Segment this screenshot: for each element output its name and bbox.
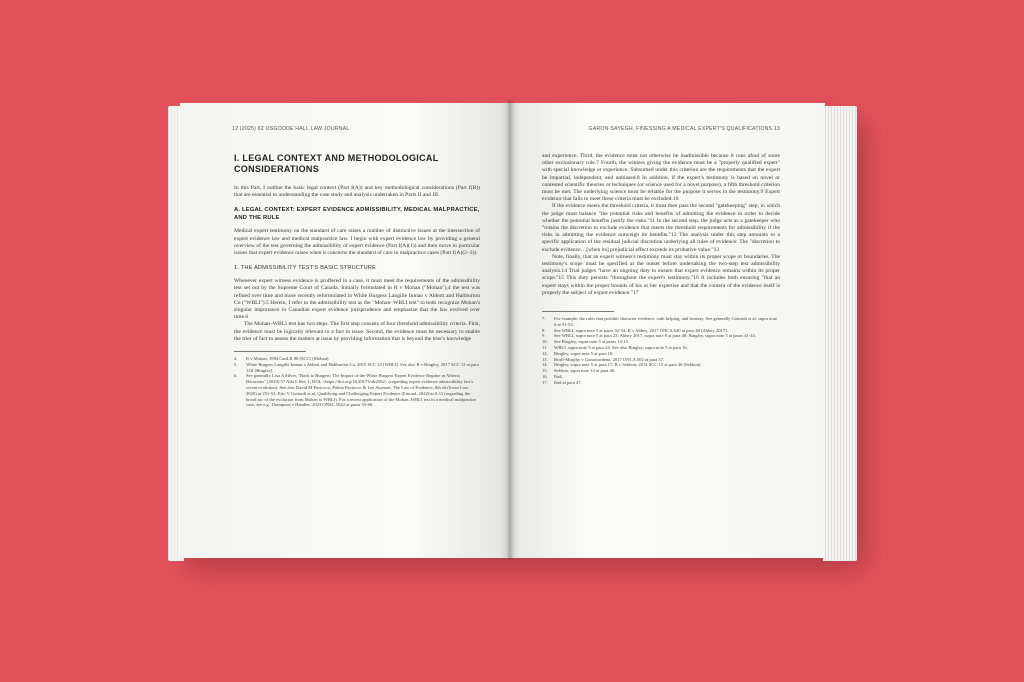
footnote-text: Ibid at para 47. [554,379,582,385]
footnote-number: 13. [542,356,548,362]
right-running-head: GARON-SAYEGH, FINESSING A MEDICAL EXPERT'S QUALIFICATIONS 13 [588,126,780,132]
footnote [234,373,480,408]
paragraph: If the evidence meets the threshold criteria, it must then pass the second "gatekeeping" step, in which the judge must balance "the potential risks and benefits of admitting the evidence in order to decide whether the potential benefits justify the risks."11 In the second step, the judge acts as a gatekeeper who "retains the discretion to exclude evidence that meets the threshold requirements for admissibility if the risks in admitting the evidence outweigh its benefits."12 The analysis under this step amounts to a specific application of the residual judicial discretion underlying all rules of evidence: The "discretion to exclude evidence…[when its] prejudicial effect exceeds its probative value."13 [542,203,780,253]
paragraph: Medical expert testimony on the standard of care raises a number of distinctive issues at the intersection of expert evidence law and medical malpractice law. I begin with expert evidence law by providing a general overview of the test governing the admissibility of expert evidence (Part I(A)(1)) and then move to particular issues that expert evidence raises when it concerns the standard of care in malpractice cases (Part I(A)(2–3)). [234,228,480,257]
paragraph: The Mohan–WBLI test has two steps. The first step consists of four threshold admissibility criteria. First, the evidence must be logically relevant to a fact in issue. Second, the evidence must be necessary to enable the trier of fact to assess the matters at issue by providing information that is beyond the trier's knowledge [234,321,480,342]
footnote-number: 17. [542,379,548,385]
footnote-number: 15. [542,368,548,374]
right-page-content [542,153,780,386]
footnote-text: Bingley, supra note 5 at para 16. [554,350,614,356]
footnote [234,362,480,374]
footnote-number: 14. [542,362,548,368]
footnote-text: See WBLI, supra note 5 at paras 52-54; R v Abbey, 2017 ONCA 640 at para 48 [Abbey 2017]. [554,327,728,333]
paragraph: Note, finally, that an expert witness's testimony must stay within its proper scope or boundaries. The testimony's scope must be specified at the outset before undertaking the two-step test admissibility analysis.14 Trial judges "have an ongoing duty to ensure that expert evidence remains within its proper scope."15 This duty persists "throughout the expert's testimony."16 It includes both ensuring "that an expert stays within the proper bounds of his or her expertise and that the content of the evidence itself is properly the subject of expert evidence."17 [542,253,780,296]
footnote-text: R v Mohan, 1994 CanLII 80 (SCC) [Mohan]. [246,356,330,362]
footnote-text: Bruff-Murphy v Gunawardena, 2017 ONCA 502 at para 37. [554,356,665,362]
footnote-number: 7. [542,316,546,322]
subsection-heading: A. LEGAL CONTEXT: EXPERT EVIDENCE ADMISSIBILITY, MEDICAL MALPRACTICE, AND THE RULE [234,207,480,222]
footnote-number: 9. [542,333,546,339]
subsubsection-heading: 1. THE ADMISSIBILITY TEST'S BASIC STRUCTURE [234,265,377,272]
footnote-text: Sekhon, supra note 14 at para 46. [554,368,616,374]
footnote-number: 10. [542,339,548,345]
footnote-number: 8. [542,327,546,333]
paragraph: In this Part, I outline the basic legal context (Part I(A)) and key methodological considerations (Part I(B)) that are essential to understanding the case study and analysis undertaken in Parts II and III. [234,185,480,199]
paragraph: and experience. Third, the evidence must not otherwise be inadmissible because it runs afoul of some other exclusionary rule.7 Fourth, the witness giving the evidence must be a "properly qualified expert" with special knowledge or experience. Subsumed under this criterion are the requirements that the expert be impartial, independent, and unbiased.8 In addition, if the expert's testimony is based on novel or contested scientific theories or techniques (or science used for a novel purpose), a fifth threshold criterion must be met: The underlying science must be reliable for the purpose it serves in the testimony.9 Expert evidence that fails to meet these criteria must be excluded.10 [542,153,780,203]
left-running-head: 12 (2025) 62 OSGOODE HALL LAW JOURNAL [232,126,350,132]
left-page-content [234,153,480,408]
book-page-edges-right [823,106,857,561]
footnote-number: 5. [234,361,238,367]
footnote-text: See generally Lisa A Silver, "Back to Burgess: The Impact of the White Burgess Expert Evidence Regime in Alberta Decisions" (2019) 57 Alta L Rev 1, DOI: <https://doi.org/10.29173/alr2562> (regarding expert evidence admissibility law's recent evolution). See also David M Paciocco, Palma Paciocco & Lee Stuesser, The Law of Evidence, 8th ed (Irwin Law, 2020) at 251-52; Eric V Gottardi et al, Qualifying and Challenging Expert Evidence (Emond, 2022) at 6-11 (regarding the broad arc of the evolution from Mohan to WBLI). For a recent application of the Mohan–WBLI test in a medical malpractice case, see e.g. Thompson v Handler, 2023 ONSC 5042 at paras 55-66. [246,373,477,408]
footnote-text: WBLI, supra note 5 at para 24. See also Bingley, supra note 5 at para 16. [554,345,688,351]
footnote-text: For example, the rules that prohibit character evidence, oath helping, and hearsay. See generally Gottardi et al, supra note 6 at 51-53. [554,316,778,327]
footnote-rule [542,311,614,312]
footnote-number: 16. [542,374,548,380]
section-heading: I. LEGAL CONTEXT AND METHODOLOGICAL CONSIDERATIONS [234,153,439,174]
footnote-number: 6. [234,373,238,379]
footnote-text: White Burgess Langille Inman v Abbott and Haliburton Co, 2015 SCC 23 [WBLI]. See also R v Bingley, 2017 SCC 12 at para 13ff [Bingley]. [246,361,479,373]
left-page [180,103,510,558]
footnote [542,316,780,328]
footnote-text: Ibid. [554,374,563,380]
footnote-text: Bingley, supra note 5 at para 17; R v Sekhon, 2014 SCC 15 at para 46 [Sekhon]. [554,362,702,368]
footnote-text: See Bingley, supra note 5 at paras 14-15. [554,339,630,345]
paragraph: Whenever expert witness evidence is proffered in a case, it must meet the requirements of the admissibility test set out by the Supreme Court of Canada. Initially formulated in R v Mohan ("Mohan"),4 the test was refined over time and more recently reformulated in White Burgess Langille Inman v Abbott and Haliburton Co ("WBLI").5 Herein, I refer to the admissibility test as the "Mohan–WBLI test" to both recognize Mohan's singular importance in Canadian expert evidence jurisprudence and emphasize that the law evolved over time.6 [234,278,480,321]
footnote-number: 12. [542,350,548,356]
footnote [542,380,780,386]
footnote-number: 11. [542,345,548,351]
right-page [510,103,825,558]
footnote-number: 4. [234,356,238,362]
footnotes [234,356,480,408]
footnotes [542,316,780,386]
footnote-text: See WBLI, supra note 5 at para 23; Abbey 2017, supra note 8 at para 48; Bingley, supra note 5 at paras 41-43. [554,333,756,339]
footnote-rule [234,351,306,352]
book-spine-gutter [506,100,514,560]
